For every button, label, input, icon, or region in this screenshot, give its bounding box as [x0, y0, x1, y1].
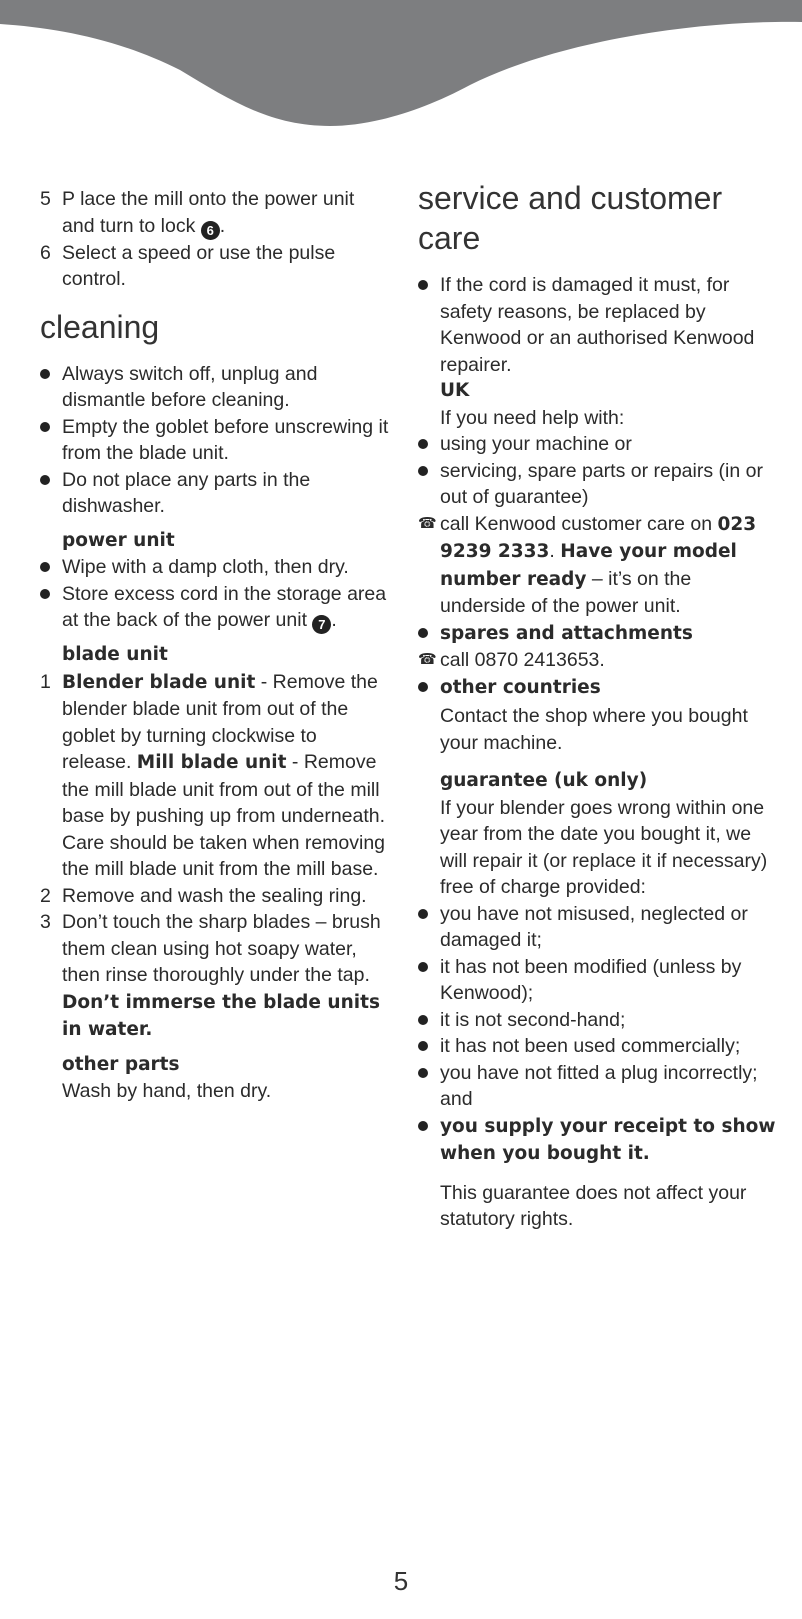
call-text-a: call Kenwood customer care on	[440, 512, 718, 535]
phone-icon: ☎	[418, 651, 437, 668]
cleaning-bullet	[40, 467, 390, 520]
right-column	[418, 180, 778, 1233]
figure-7-marker: 7	[312, 615, 331, 634]
bullet-icon	[418, 909, 428, 919]
guarantee-bullet-text: you have not fitted a plug incorrectly; and	[440, 1061, 758, 1110]
help-bullet	[418, 431, 778, 458]
cleaning-bullet-text: Do not place any parts in the dishwasher.	[62, 468, 311, 517]
bullet-icon	[418, 962, 428, 972]
bullet-icon	[418, 1041, 428, 1051]
guarantee-bullet-text: it has not been used commercially;	[440, 1035, 741, 1057]
cord-bullet-text: If the cord is damaged it must, for safety reasons, be replaced by Kenwood or an authorised Kenwood repairer.	[440, 274, 755, 376]
other-countries-bullet	[418, 674, 778, 702]
blade-step-1-text-a: - Remove the blender blade unit from out of the goblet by turning clockwise to release.	[62, 670, 378, 773]
guarantee-bullet	[418, 1060, 778, 1113]
spares-heading: spares and attachments	[440, 622, 693, 644]
blender-blade-unit-label: Blender blade unit	[62, 671, 256, 693]
help-intro: If you need help with:	[440, 406, 625, 429]
cleaning-bullet	[40, 361, 390, 414]
bullet-icon	[40, 589, 50, 599]
receipt-requirement: you supply your receipt to show when you bought it.	[440, 1115, 776, 1164]
bullet-icon	[418, 682, 428, 692]
guarantee-bullet	[418, 954, 778, 1007]
help-bullet	[418, 458, 778, 511]
blade-unit-heading: blade unit	[62, 644, 168, 665]
guarantee-bullet-text: it has not been modified (unless by Kenwood);	[440, 955, 742, 1004]
other-parts-text: Wash by hand, then dry.	[62, 1080, 272, 1102]
other-parts-heading: other parts	[62, 1053, 180, 1075]
bullet-icon	[418, 280, 428, 290]
blade-step-3	[40, 909, 390, 1044]
cleaning-bullet	[40, 414, 390, 467]
spares-call	[418, 647, 778, 674]
blade-step-2-text: Remove and wash the sealing ring.	[62, 884, 367, 907]
uk-heading: UK	[440, 380, 470, 401]
help-bullet-text: using your machine or	[440, 433, 632, 455]
cord-bullet	[418, 272, 778, 378]
bullet-icon	[418, 466, 428, 476]
blade-step-1-text-b: - Remove the mill blade unit from out of the mill base by pushing up from underneath. Care should be taken when removing the mill blade unit from the mill base.	[62, 751, 386, 880]
step-5: 5 P lace the mill onto the power unit and turn to lock 6 .	[40, 188, 355, 238]
step-5-text: P lace the mill onto the power unit and turn to lock	[62, 188, 355, 237]
call-dot: .	[549, 540, 561, 562]
bullet-icon	[40, 562, 50, 572]
spares-call-text: call 0870 2413653.	[440, 649, 605, 671]
cleaning-bullet-text: Always switch off, unplug and dismantle before cleaning.	[62, 362, 318, 411]
header-wave-decoration	[0, 0, 802, 135]
customer-care-call	[418, 511, 778, 620]
guarantee-heading: guarantee (uk only)	[440, 770, 648, 791]
bullet-icon	[418, 628, 428, 638]
step-6-text: Select a speed or use the pulse control.	[62, 241, 336, 290]
guarantee-bullet	[418, 901, 778, 954]
bullet-icon	[418, 1015, 428, 1025]
blade-step-3-number: 3	[40, 911, 51, 933]
help-bullet-text: servicing, spare parts or repairs (in or out of guarantee)	[440, 459, 763, 508]
call-text-b: – it’s on the underside of the power unit.	[440, 567, 692, 617]
blade-step-3-warning: Don’t immerse the blade units in water.	[62, 991, 380, 1040]
step-6-number: 6	[40, 241, 51, 264]
other-countries-heading: other countries	[440, 676, 601, 698]
bullet-icon	[40, 369, 50, 379]
service-heading: service and customer care	[418, 180, 723, 256]
blade-step-2	[40, 883, 390, 910]
power-unit-bullet: Store excess cord in the storage area at the back of the power unit 7 .	[40, 581, 390, 635]
step-5-number: 5	[40, 188, 51, 210]
left-column	[40, 186, 390, 1105]
model-number-notice: Have your model number ready	[440, 541, 737, 590]
power-unit-bullet	[40, 554, 390, 581]
bullet-icon	[40, 422, 50, 432]
figure-6-marker: 6	[201, 221, 220, 240]
spares-bullet	[418, 620, 778, 648]
customer-care-number: 023 9239 2333	[440, 513, 757, 562]
other-countries-text: Contact the shop where you bought your machine.	[440, 705, 748, 754]
guarantee-bullet	[418, 1007, 778, 1034]
blade-step-3-text: Don’t touch the sharp blades – brush them clean using hot soapy water, then rinse thoroughly under the tap.	[62, 911, 381, 986]
step-6	[40, 240, 390, 293]
guarantee-bullet-receipt	[418, 1113, 778, 1168]
blade-step-1-number: 1	[40, 670, 51, 693]
guarantee-bullet-text: it is not second-hand;	[440, 1008, 626, 1031]
cleaning-heading: cleaning	[40, 308, 160, 345]
power-unit-bullet-text: Store excess cord in the storage area at the back of the power unit	[62, 582, 387, 631]
guarantee-bullet	[418, 1033, 778, 1060]
phone-icon: ☎	[418, 514, 437, 532]
cleaning-bullet-text: Empty the goblet before unscrewing it from the blade unit.	[62, 415, 389, 464]
blade-step-1	[40, 669, 390, 883]
guarantee-text: If your blender goes wrong within one year from the date you bought it, we will repair it (or replace it if necessary) free of charge provided:	[440, 796, 768, 898]
bullet-icon	[418, 1068, 428, 1078]
bullet-icon	[418, 1121, 428, 1131]
guarantee-bullet-text: you have not misused, neglected or damaged it;	[440, 902, 748, 951]
blade-step-2-number: 2	[40, 884, 51, 907]
page-number: 5	[393, 1566, 409, 1596]
mill-blade-unit-label: Mill blade unit	[136, 752, 287, 773]
bullet-icon	[40, 475, 50, 485]
power-unit-bullet-text: Wipe with a damp cloth, then dry.	[62, 556, 349, 578]
power-unit-heading: power unit	[62, 529, 175, 551]
statutory-rights-text: This guarantee does not affect your statutory rights.	[440, 1181, 747, 1230]
bullet-icon	[418, 439, 428, 449]
